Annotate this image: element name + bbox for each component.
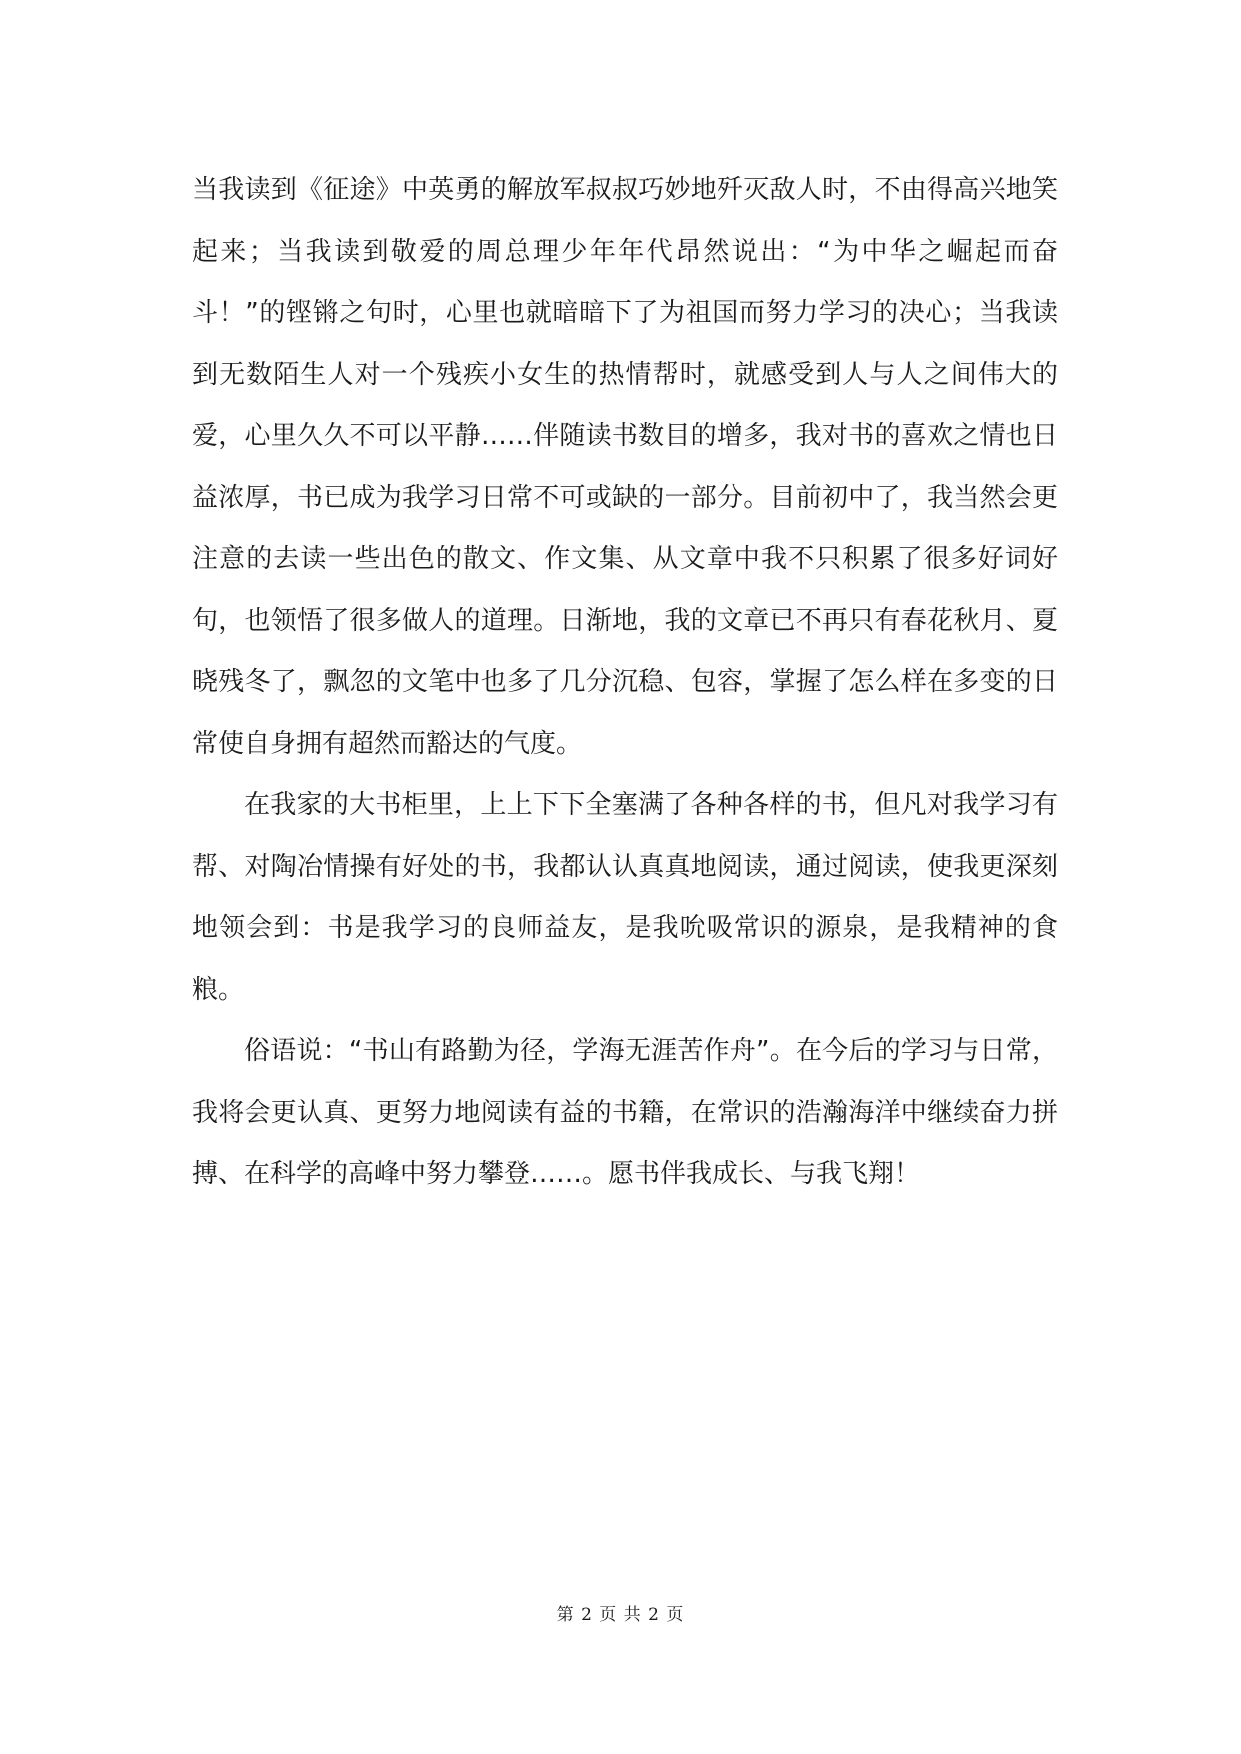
paragraph-bookcase: 在我家的大书柜里，上上下下全塞满了各种各样的书，但凡对我学习有帮、对陶冶情操有好处的书，我都认认真真地阅读，通过阅读，使我更深刻地领会到：书是我学习的良师益友，是我吮吸常识的源泉，是我精神的食粮。 — [192, 790, 1058, 1005]
document-body — [192, 160, 1058, 1206]
paragraph-reading-experience: 当我读到《征途》中英勇的解放军叔叔巧妙地歼灭敌人时，不由得高兴地笑起来；当我读到敬爱的周总理少年年代昂然说出：“为中华之崛起而奋斗！”的铿锵之句时，心里也就暗暗下了为祖国而努力学习的决心；当我读到无数陌生人对一个残疾小女生的热情帮时，就感受到人与人之间伟大的爱，心里久久不可以平静……伴随读书数目的增多，我对书的喜欢之情也日益浓厚，书已成为我学习日常不可或缺的一部分。目前初中了，我当然会更注意的去读一些出色的散文、作文集、从文章中我不只积累了很多好词好句，也领悟了很多做人的道理。日渐地，我的文章已不再只有春花秋月、夏晓残冬了，飘忽的文笔中也多了几分沉稳、包容，掌握了怎么样在多变的日常使自身拥有超然而豁达的气度。 — [192, 175, 1058, 759]
paragraph-proverb: 俗语说：“书山有路勤为径，学海无涯苦作舟”。在今后的学习与日常，我将会更认真、更努力地阅读有益的书籍，在常识的浩瀚海洋中继续奋力拼搏、在科学的高峰中努力攀登……。愿书伴我成长、与我飞翔！ — [192, 1036, 1058, 1189]
page-number-footer: 第 2 页 共 2 页 — [556, 1605, 685, 1625]
